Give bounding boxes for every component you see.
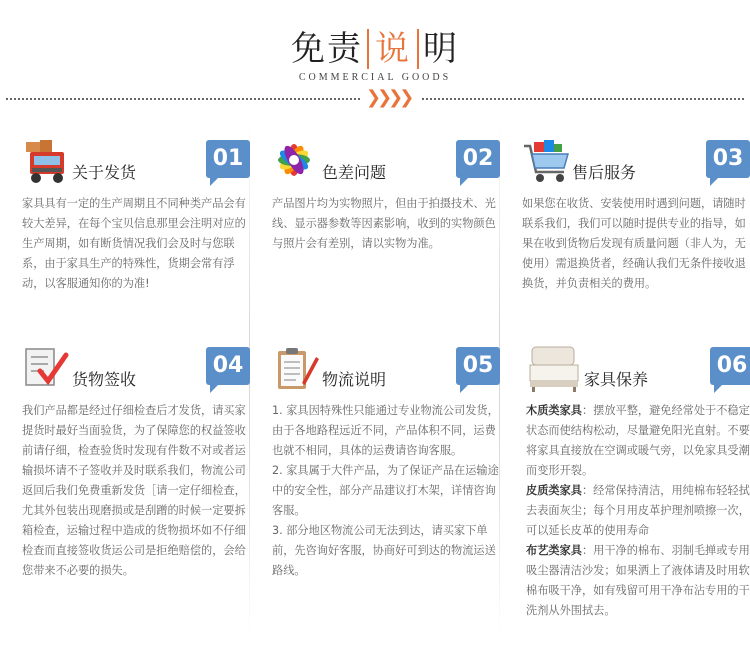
- card-title: 物流说明: [322, 370, 387, 389]
- number-badge: 03: [706, 140, 750, 178]
- title-part1: 免责: [291, 29, 363, 69]
- card-paragraph: 我们产品都是经过仔细检查后才发货，请买家提货时最好当面验货，为了保障您的权益签收前请仔细，检查验货时发现有件数不对或者运输损坏请不子签收并及时联系我们，物流公司返回后我们免费重新发货［请一定仔细检查，尤其外包装出现磨损或是刮蹭的时候一定要拆箱检查，运输过程中造成的货物损坏如不仔细检查而直接签收货运公司是拒绝赔偿的，会给您带来不必要的损失。: [22, 404, 246, 577]
- title-highlight: 说: [367, 29, 419, 69]
- card-paragraph: 2. 家具属于大件产品，为了保证产品在运输途中的安全性，部分产品建议打木架，详情咨询客服。: [272, 464, 499, 517]
- number-badge: 06: [710, 347, 750, 385]
- shopping-cart-icon: [522, 138, 572, 186]
- card-paragraph: [526, 541, 750, 621]
- care-text: ：用干净的棉布、羽制毛掸或专用吸尘器清洁沙发；如果洒上了液体请及时用软棉布吸干净，如有残留可用干净布沾专用的干洗剂从外围拭去。: [526, 544, 750, 617]
- page-subtitle: COMMERCIAL GOODS: [298, 72, 452, 83]
- card-title: 家具保养: [584, 370, 649, 389]
- card-body: [522, 194, 750, 294]
- card-paragraph: [526, 401, 750, 481]
- card-paragraph: 家具具有一定的生产周期且不同种类产品会有较大差异，在每个宝贝信息那里会注明对应的生产周期，如有断货情况我们会及时与您联系，由于家具生产的特殊性，货期会常有浮动，以客服通知你的为准!: [22, 197, 246, 290]
- care-category-label: 木质类家具: [526, 404, 582, 417]
- card-paragraph: [526, 481, 750, 541]
- page-title: [0, 28, 750, 70]
- card-logistics: [272, 345, 500, 645]
- header: [0, 0, 750, 110]
- card-paragraph: 1. 家具因特殊性只能通过专业物流公司发货，由于各地路程远近不同，产品体积不同，运费也就不相同，具体的运费请咨询客服。: [272, 404, 499, 457]
- card-color-difference: [272, 138, 500, 338]
- title-part3: 明: [423, 29, 459, 69]
- arrows-icon: ❯❯❯❯: [360, 88, 420, 108]
- number-badge: 05: [456, 347, 500, 385]
- delivery-truck-icon: [22, 138, 72, 186]
- card-paragraph: 如果您在收货、安装使用时遇到问题，请随时联系我们，我们可以随时提供专业的指导，如果在收到货物后发现有质量问题（非人为，无使用）需退换货者，经确认我们无条件接收退换货，并负责相关的费用。: [522, 197, 746, 290]
- care-category-label: 布艺类家具: [526, 544, 582, 557]
- card-title: 色差问题: [322, 163, 387, 182]
- card-receipt: [22, 345, 250, 645]
- bed-icon: [526, 345, 582, 393]
- card-furniture-care: [526, 345, 750, 645]
- card-shipping: [22, 138, 250, 338]
- checklist-icon: [22, 345, 72, 393]
- care-text: ：经常保持清洁，用纯棉布轻轻拭去表面灰尘；每个月用皮革护理剂喷擦一次，可以延长皮革的使用寿命: [526, 484, 750, 537]
- card-paragraph: 3. 部分地区物流公司无法到达，请买家下单前，先咨询好客服，协商好可到达的物流运送路线。: [272, 524, 496, 577]
- care-text: ：摆放平整，避免经常处于不稳定状态而使结构松动，尽量避免阳光直射。不要将家具直接放在空调或暖气旁，以免家具受潮而变形开裂。: [526, 404, 750, 477]
- card-title: 货物签收: [72, 370, 137, 389]
- card-body: [526, 401, 750, 621]
- card-body: [272, 401, 500, 581]
- number-badge: 01: [206, 140, 250, 178]
- card-title: 关于发货: [72, 163, 137, 182]
- card-body: [272, 194, 500, 254]
- card-body: [22, 194, 250, 294]
- card-title: 售后服务: [572, 163, 637, 182]
- care-category-label: 皮质类家具: [526, 484, 582, 497]
- number-badge: 02: [456, 140, 500, 178]
- card-paragraph: 产品图片均为实物照片，但由于拍摄技术、光线、显示器参数等因素影响，收到的实物颜色与照片会有差别，请以实物为准。: [272, 197, 496, 250]
- card-body: [22, 401, 250, 581]
- clipboard-pen-icon: [272, 345, 322, 393]
- number-badge: 04: [206, 347, 250, 385]
- card-after-sales: [522, 138, 750, 338]
- color-palette-icon: [272, 138, 322, 186]
